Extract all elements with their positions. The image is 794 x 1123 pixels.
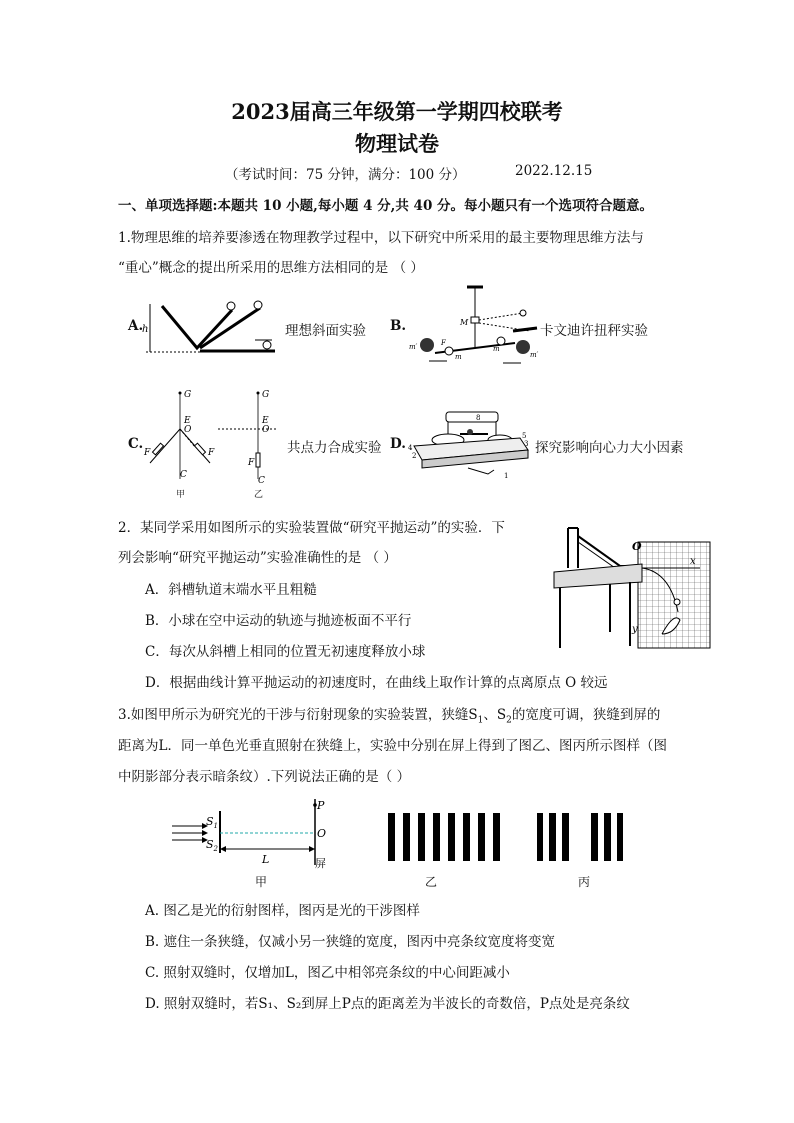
q1-option-a-label: 理想斜面实验	[285, 323, 366, 339]
torsion-balance-diagram	[405, 285, 540, 370]
svg-text:m: m	[455, 353, 462, 361]
q3-option-c: C. 照射双缝时，仅增加L，图乙中相邻亮条纹的中心间距减小	[145, 965, 510, 981]
svg-text:3: 3	[524, 440, 529, 448]
q3-caption-yi: 乙	[425, 875, 438, 889]
q2-stem-line2: 列会影响“研究平抛运动”实验准确性的是 （ ）	[118, 550, 397, 566]
svg-text:h: h	[142, 324, 149, 335]
svg-text:C: C	[180, 470, 187, 480]
q1-option-d-label: 探究影响向心力大小因素	[535, 440, 684, 456]
q1-stem-line1: 1.物理思维的培养要渗透在物理教学过程中，以下研究中所采用的最主要物理思维方法与	[118, 230, 644, 246]
svg-text:M: M	[460, 318, 469, 327]
q2-option-d: D．根据曲线计算平抛运动的初速度时，在曲线上取作计算的点离原点 O 较远	[145, 675, 608, 691]
q2-option-c: C．每次从斜槽上相同的位置无初速度释放小球	[145, 644, 426, 660]
svg-text:G: G	[262, 390, 270, 400]
q1-stem-line2: “重心”概念的提出所采用的思维方法相同的是 （ ）	[118, 260, 424, 276]
q3-stem-line3: 中阴影部分表示暗条纹）.下列说法正确的是（ ）	[118, 769, 411, 785]
q2-option-b: B．小球在空中运动的轨迹与抛迹板面不平行	[145, 613, 412, 629]
q3-label-screen: 屏	[315, 857, 326, 870]
q1-option-b-label: 卡文迪许扭秤实验	[540, 323, 648, 339]
svg-text:C: C	[258, 476, 265, 486]
svg-text:G: G	[184, 390, 192, 400]
svg-text:m′: m′	[409, 343, 418, 351]
q3-caption-bing: 丙	[578, 875, 591, 889]
force-composition-diagram	[140, 385, 280, 487]
q1-fig-c-caption-left: 甲	[176, 490, 186, 500]
q3-label-o: O	[317, 827, 327, 840]
centripetal-force-apparatus-diagram	[408, 408, 533, 480]
q3-stem-line2: 距离为L．同一单色光垂直照射在狭缝上，实验中分别在屏上得到了图乙、图丙所示图样（图	[118, 738, 667, 754]
q2-fig-x-label: x	[690, 556, 696, 567]
q3-label-l: L	[262, 853, 270, 866]
q3-option-b: B. 遮住一条狭缝，仅减小另一狭缝的宽度，图丙中亮条纹宽度将变宽	[145, 934, 556, 950]
projectile-motion-apparatus	[550, 522, 712, 650]
q1-fig-c-caption-right: 乙	[254, 490, 264, 500]
svg-text:F: F	[208, 448, 215, 458]
svg-text:E: E	[184, 416, 191, 426]
q1-option-d-letter: D.	[390, 436, 406, 452]
q3-label-p: P	[317, 799, 325, 812]
q1-option-b-letter: B.	[390, 318, 407, 334]
q1-option-c-letter: C.	[128, 436, 144, 452]
q1-option-a-letter: A.	[128, 318, 144, 334]
exam-subject: 物理试卷	[355, 131, 439, 156]
section-heading: 一、单项选择题:本题共 10 小题,每小题 4 分,共 40 分。每小题只有一个选项符合题意。	[118, 198, 654, 214]
q3-label-s2: $S_2$	[206, 838, 219, 853]
svg-text:F: F	[248, 458, 255, 468]
q2-stem-line1: 2．某同学采用如图所示的实验装置做“研究平抛运动”的实验．下	[118, 520, 505, 536]
svg-text:E: E	[262, 416, 269, 426]
svg-text:5: 5	[522, 432, 527, 440]
svg-text:2: 2	[412, 452, 417, 460]
svg-text:8: 8	[476, 414, 481, 422]
svg-text:F: F	[441, 339, 446, 347]
q2-option-a: A．斜槽轨道末端水平且粗糙	[145, 582, 317, 598]
svg-text:O: O	[262, 425, 270, 435]
diffraction-pattern-fig	[537, 813, 627, 861]
double-slit-setup-diagram	[170, 793, 340, 873]
svg-text:1: 1	[504, 472, 509, 480]
q3-label-s1: $S_1$	[206, 815, 219, 830]
exam-date: 2022.12.15	[515, 163, 593, 179]
q2-fig-y-label: y	[632, 624, 638, 635]
svg-text:F: F	[144, 448, 151, 458]
svg-text:m: m	[493, 345, 500, 353]
q3-option-a: A. 图乙是光的衍射图样，图丙是光的干涉图样	[145, 903, 420, 919]
q3-stem-line1: 3.如图甲所示为研究光的干涉与衍射现象的实验装置，狭缝$S_1$、$S_2$的宽度可调，狭缝到屏的	[118, 707, 661, 726]
svg-text:m′: m′	[530, 351, 539, 359]
q3-caption-jia: 甲	[255, 875, 268, 889]
q1-option-c-label: 共点力合成实验	[287, 440, 382, 456]
exam-title: 2023届高三年级第一学期四校联考	[231, 99, 563, 124]
q2-fig-origin-label: O	[632, 540, 642, 553]
exam-info: （考试时间：75 分钟，满分：100 分）	[225, 167, 466, 183]
svg-text:O: O	[184, 425, 192, 435]
inclined-plane-diagram	[140, 296, 285, 358]
q3-option-d: D. 照射双缝时，若S₁、S₂到屏上P点的距离差为半波长的奇数倍，P点处是亮条纹	[145, 996, 630, 1012]
svg-text:4: 4	[408, 444, 413, 452]
interference-pattern-fig	[388, 813, 504, 861]
